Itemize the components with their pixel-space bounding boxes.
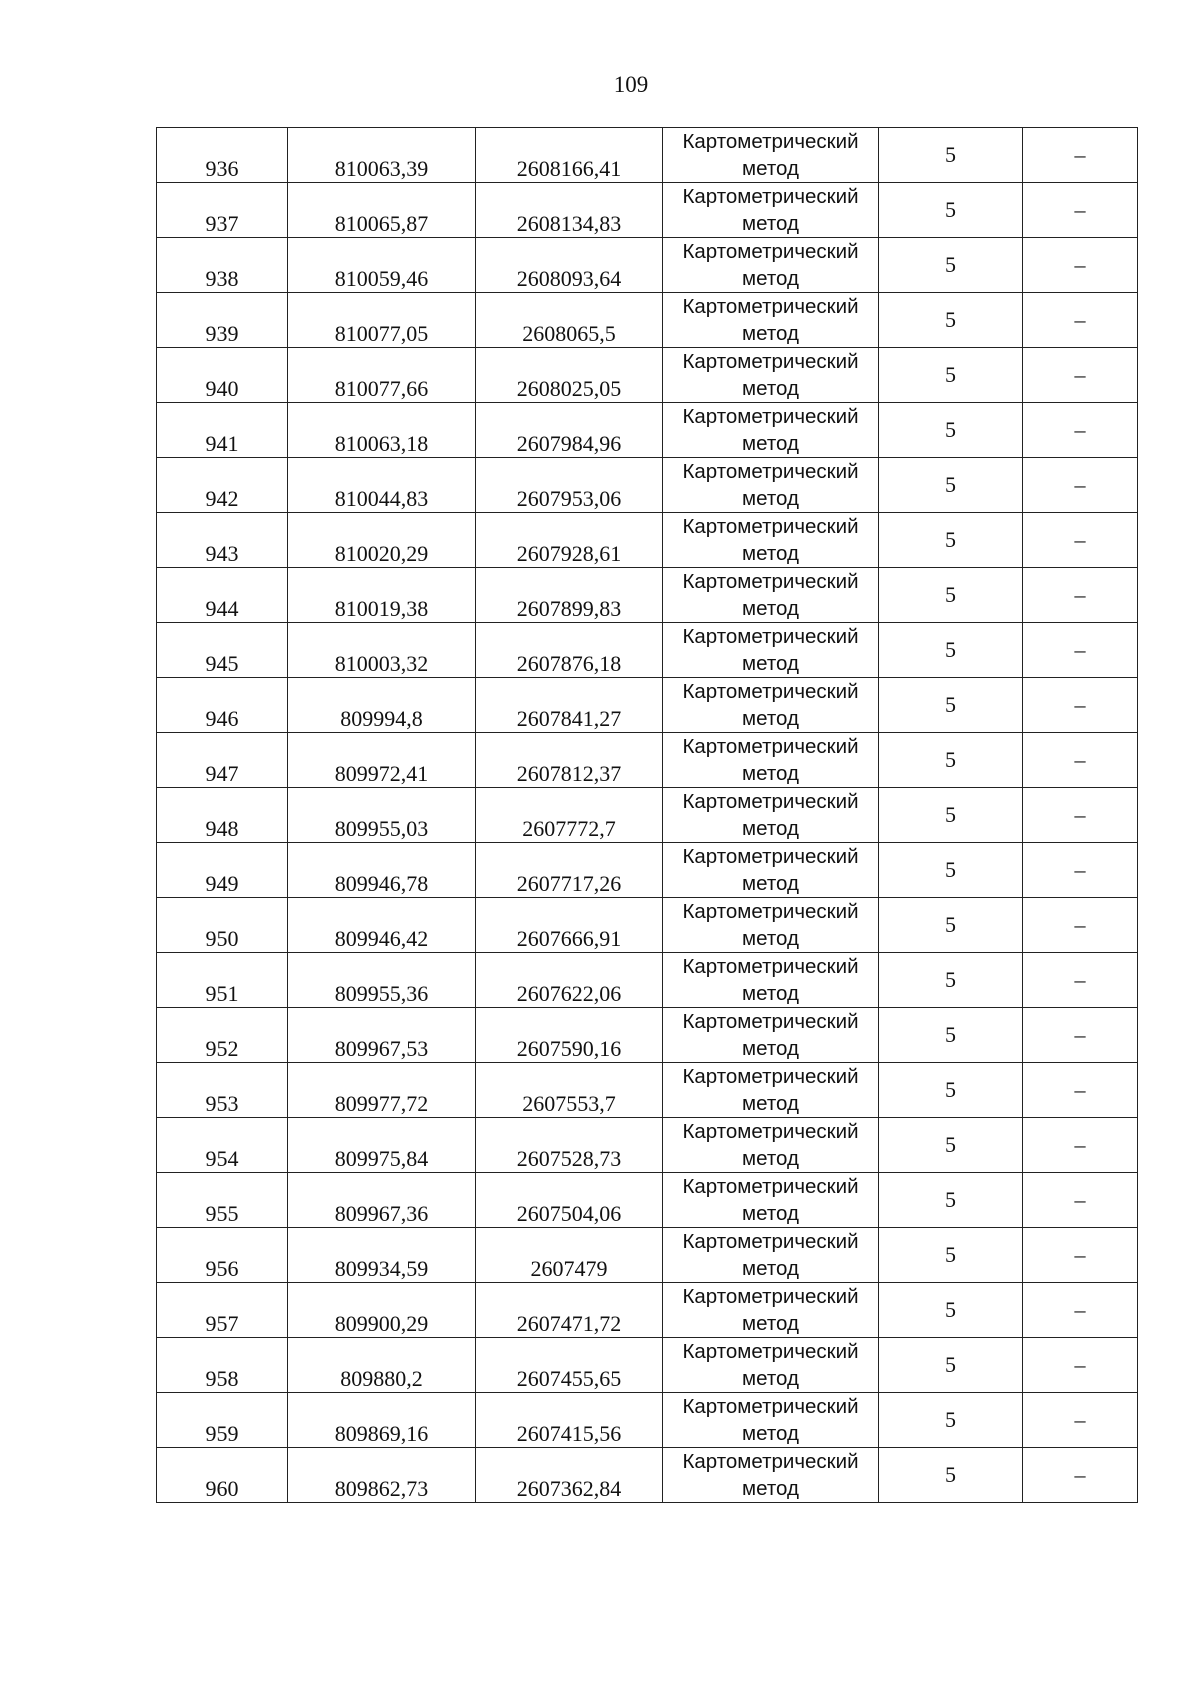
accuracy-cell: 5 [879,733,1023,788]
method-cell [663,1283,879,1338]
method-cell [663,513,879,568]
method-line-2: метод [742,1202,799,1225]
method-cell [663,843,879,898]
method-line-1: Картометрический [682,460,859,483]
method-line-2: метод [742,212,799,235]
method-line-1: Картометрический [682,240,859,263]
accuracy-cell: 5 [879,513,1023,568]
method-line-2: метод [742,1147,799,1170]
method-line-1: Картометрический [682,625,859,648]
x-coordinate-cell: 809955,03 [288,788,476,843]
table-row [157,1008,1138,1063]
method-cell [663,1393,879,1448]
note-cell: – [1023,623,1138,678]
method-line-1: Картометрический [682,130,859,153]
accuracy-cell: 5 [879,238,1023,293]
y-coordinate-cell: 2608134,83 [476,183,663,238]
method-line-1: Картометрический [682,1340,859,1363]
note-cell: – [1023,1393,1138,1448]
method-line-1: Картометрический [682,570,859,593]
y-coordinate-cell: 2607622,06 [476,953,663,1008]
method-cell [663,1063,879,1118]
accuracy-cell: 5 [879,1008,1023,1063]
y-coordinate-cell: 2608065,5 [476,293,663,348]
method-line-1: Картометрический [682,1010,859,1033]
page-number: 109 [613,72,649,97]
point-number-cell: 959 [157,1393,288,1448]
point-number-cell: 958 [157,1338,288,1393]
method-line-1: Картометрический [682,1065,859,1088]
accuracy-cell: 5 [879,1393,1023,1448]
table-row [157,1283,1138,1338]
method-cell [663,788,879,843]
y-coordinate-cell: 2607479 [476,1228,663,1283]
point-number-cell: 949 [157,843,288,898]
y-coordinate-cell: 2607504,06 [476,1173,663,1228]
method-line-1: Картометрический [682,295,859,318]
point-number-cell: 938 [157,238,288,293]
y-coordinate-cell: 2607717,26 [476,843,663,898]
method-line-2: метод [742,927,799,950]
x-coordinate-cell: 810065,87 [288,183,476,238]
method-cell [663,1008,879,1063]
accuracy-cell: 5 [879,953,1023,1008]
note-cell: – [1023,238,1138,293]
point-number-cell: 960 [157,1448,288,1503]
method-line-2: метод [742,817,799,840]
method-line-1: Картометрический [682,185,859,208]
accuracy-cell: 5 [879,568,1023,623]
y-coordinate-cell: 2607455,65 [476,1338,663,1393]
y-coordinate-cell: 2607415,56 [476,1393,663,1448]
note-cell: – [1023,183,1138,238]
point-number-cell: 952 [157,1008,288,1063]
table-row [157,788,1138,843]
method-cell [663,1228,879,1283]
note-cell: – [1023,1228,1138,1283]
x-coordinate-cell: 810003,32 [288,623,476,678]
y-coordinate-cell: 2608166,41 [476,128,663,183]
x-coordinate-cell: 809955,36 [288,953,476,1008]
accuracy-cell: 5 [879,1173,1023,1228]
method-line-2: метод [742,267,799,290]
table-row [157,953,1138,1008]
y-coordinate-cell: 2607362,84 [476,1448,663,1503]
method-line-2: метод [742,1257,799,1280]
accuracy-cell: 5 [879,458,1023,513]
accuracy-cell: 5 [879,898,1023,953]
table-row [157,843,1138,898]
point-number-cell: 936 [157,128,288,183]
note-cell: – [1023,128,1138,183]
x-coordinate-cell: 809972,41 [288,733,476,788]
accuracy-cell: 5 [879,348,1023,403]
method-cell [663,1338,879,1393]
method-cell [663,623,879,678]
table-row [157,1338,1138,1393]
method-cell [663,953,879,1008]
table-row [157,293,1138,348]
table-row [157,1228,1138,1283]
table-row [157,183,1138,238]
method-line-2: метод [742,157,799,180]
method-line-1: Картометрический [682,845,859,868]
y-coordinate-cell: 2607666,91 [476,898,663,953]
method-line-2: метод [742,597,799,620]
method-line-1: Картометрический [682,515,859,538]
method-line-1: Картометрический [682,1395,859,1418]
method-line-1: Картометрический [682,1175,859,1198]
note-cell: – [1023,788,1138,843]
accuracy-cell: 5 [879,788,1023,843]
accuracy-cell: 5 [879,1338,1023,1393]
note-cell: – [1023,733,1138,788]
accuracy-cell: 5 [879,1063,1023,1118]
table-row [157,128,1138,183]
x-coordinate-cell: 809977,72 [288,1063,476,1118]
y-coordinate-cell: 2607528,73 [476,1118,663,1173]
table-row [157,348,1138,403]
method-line-2: метод [742,377,799,400]
x-coordinate-cell: 809967,36 [288,1173,476,1228]
point-number-cell: 943 [157,513,288,568]
method-line-1: Картометрический [682,735,859,758]
point-number-cell: 950 [157,898,288,953]
accuracy-cell: 5 [879,1118,1023,1173]
accuracy-cell: 5 [879,623,1023,678]
accuracy-cell: 5 [879,183,1023,238]
method-line-2: метод [742,652,799,675]
method-line-1: Картометрический [682,680,859,703]
point-number-cell: 948 [157,788,288,843]
method-cell [663,238,879,293]
note-cell: – [1023,953,1138,1008]
method-line-2: метод [742,1037,799,1060]
point-number-cell: 951 [157,953,288,1008]
x-coordinate-cell: 810063,39 [288,128,476,183]
table-row [157,898,1138,953]
x-coordinate-cell: 809946,78 [288,843,476,898]
method-line-2: метод [742,707,799,730]
table-row [157,623,1138,678]
table-row [157,513,1138,568]
x-coordinate-cell: 809900,29 [288,1283,476,1338]
method-line-2: метод [742,1367,799,1390]
method-line-2: метод [742,982,799,1005]
method-cell [663,733,879,788]
y-coordinate-cell: 2607772,7 [476,788,663,843]
method-line-2: метод [742,1092,799,1115]
note-cell: – [1023,843,1138,898]
note-cell: – [1023,1283,1138,1338]
point-number-cell: 939 [157,293,288,348]
y-coordinate-cell: 2607953,06 [476,458,663,513]
point-number-cell: 947 [157,733,288,788]
method-cell [663,128,879,183]
point-number-cell: 941 [157,403,288,458]
note-cell: – [1023,568,1138,623]
method-line-2: метод [742,1477,799,1500]
note-cell: – [1023,458,1138,513]
y-coordinate-cell: 2608025,05 [476,348,663,403]
accuracy-cell: 5 [879,1283,1023,1338]
x-coordinate-cell: 810059,46 [288,238,476,293]
method-line-2: метод [742,432,799,455]
note-cell: – [1023,1173,1138,1228]
y-coordinate-cell: 2607812,37 [476,733,663,788]
method-line-1: Картометрический [682,955,859,978]
method-cell [663,1118,879,1173]
x-coordinate-cell: 810020,29 [288,513,476,568]
table-row [157,1173,1138,1228]
accuracy-cell: 5 [879,678,1023,733]
x-coordinate-cell: 810063,18 [288,403,476,458]
y-coordinate-cell: 2607590,16 [476,1008,663,1063]
x-coordinate-cell: 809994,8 [288,678,476,733]
y-coordinate-cell: 2607928,61 [476,513,663,568]
method-line-2: метод [742,487,799,510]
method-cell [663,1448,879,1503]
point-number-cell: 942 [157,458,288,513]
y-coordinate-cell: 2607876,18 [476,623,663,678]
accuracy-cell: 5 [879,403,1023,458]
method-line-2: метод [742,872,799,895]
y-coordinate-cell: 2607471,72 [476,1283,663,1338]
note-cell: – [1023,1118,1138,1173]
note-cell: – [1023,348,1138,403]
x-coordinate-cell: 809946,42 [288,898,476,953]
accuracy-cell: 5 [879,1228,1023,1283]
y-coordinate-cell: 2608093,64 [476,238,663,293]
table-row [157,403,1138,458]
method-line-1: Картометрический [682,1285,859,1308]
note-cell: – [1023,293,1138,348]
coordinates-table [156,127,1138,1503]
method-cell [663,458,879,513]
method-line-2: метод [742,1312,799,1335]
x-coordinate-cell: 809869,16 [288,1393,476,1448]
method-line-1: Картометрический [682,900,859,923]
point-number-cell: 946 [157,678,288,733]
method-cell [663,568,879,623]
note-cell: – [1023,1008,1138,1063]
method-line-1: Картометрический [682,1450,859,1473]
note-cell: – [1023,678,1138,733]
x-coordinate-cell: 810077,05 [288,293,476,348]
table-row [157,678,1138,733]
method-cell [663,293,879,348]
note-cell: – [1023,898,1138,953]
note-cell: – [1023,1448,1138,1503]
method-cell [663,898,879,953]
table-row [157,458,1138,513]
point-number-cell: 944 [157,568,288,623]
x-coordinate-cell: 810044,83 [288,458,476,513]
point-number-cell: 940 [157,348,288,403]
note-cell: – [1023,403,1138,458]
note-cell: – [1023,513,1138,568]
table-row [157,1118,1138,1173]
x-coordinate-cell: 810019,38 [288,568,476,623]
method-line-1: Картометрический [682,790,859,813]
x-coordinate-cell: 809862,73 [288,1448,476,1503]
method-line-1: Картометрический [682,1120,859,1143]
y-coordinate-cell: 2607899,83 [476,568,663,623]
method-line-1: Картометрический [682,1230,859,1253]
method-cell [663,1173,879,1228]
x-coordinate-cell: 810077,66 [288,348,476,403]
note-cell: – [1023,1338,1138,1393]
method-line-1: Картометрический [682,405,859,428]
x-coordinate-cell: 809934,59 [288,1228,476,1283]
point-number-cell: 956 [157,1228,288,1283]
method-cell [663,678,879,733]
accuracy-cell: 5 [879,1448,1023,1503]
point-number-cell: 955 [157,1173,288,1228]
x-coordinate-cell: 809967,53 [288,1008,476,1063]
table-row [157,1393,1138,1448]
table-row [157,568,1138,623]
method-line-1: Картометрический [682,350,859,373]
method-line-2: метод [742,542,799,565]
point-number-cell: 954 [157,1118,288,1173]
table-row [157,238,1138,293]
table-row [157,1448,1138,1503]
table-row [157,733,1138,788]
y-coordinate-cell: 2607553,7 [476,1063,663,1118]
accuracy-cell: 5 [879,128,1023,183]
point-number-cell: 937 [157,183,288,238]
y-coordinate-cell: 2607984,96 [476,403,663,458]
method-line-2: метод [742,762,799,785]
x-coordinate-cell: 809880,2 [288,1338,476,1393]
method-line-2: метод [742,1422,799,1445]
accuracy-cell: 5 [879,843,1023,898]
method-cell [663,183,879,238]
accuracy-cell: 5 [879,293,1023,348]
point-number-cell: 953 [157,1063,288,1118]
point-number-cell: 945 [157,623,288,678]
note-cell: – [1023,1063,1138,1118]
point-number-cell: 957 [157,1283,288,1338]
coordinates-table-body [157,128,1138,1503]
method-cell [663,348,879,403]
x-coordinate-cell: 809975,84 [288,1118,476,1173]
table-row [157,1063,1138,1118]
method-line-2: метод [742,322,799,345]
y-coordinate-cell: 2607841,27 [476,678,663,733]
method-cell [663,403,879,458]
